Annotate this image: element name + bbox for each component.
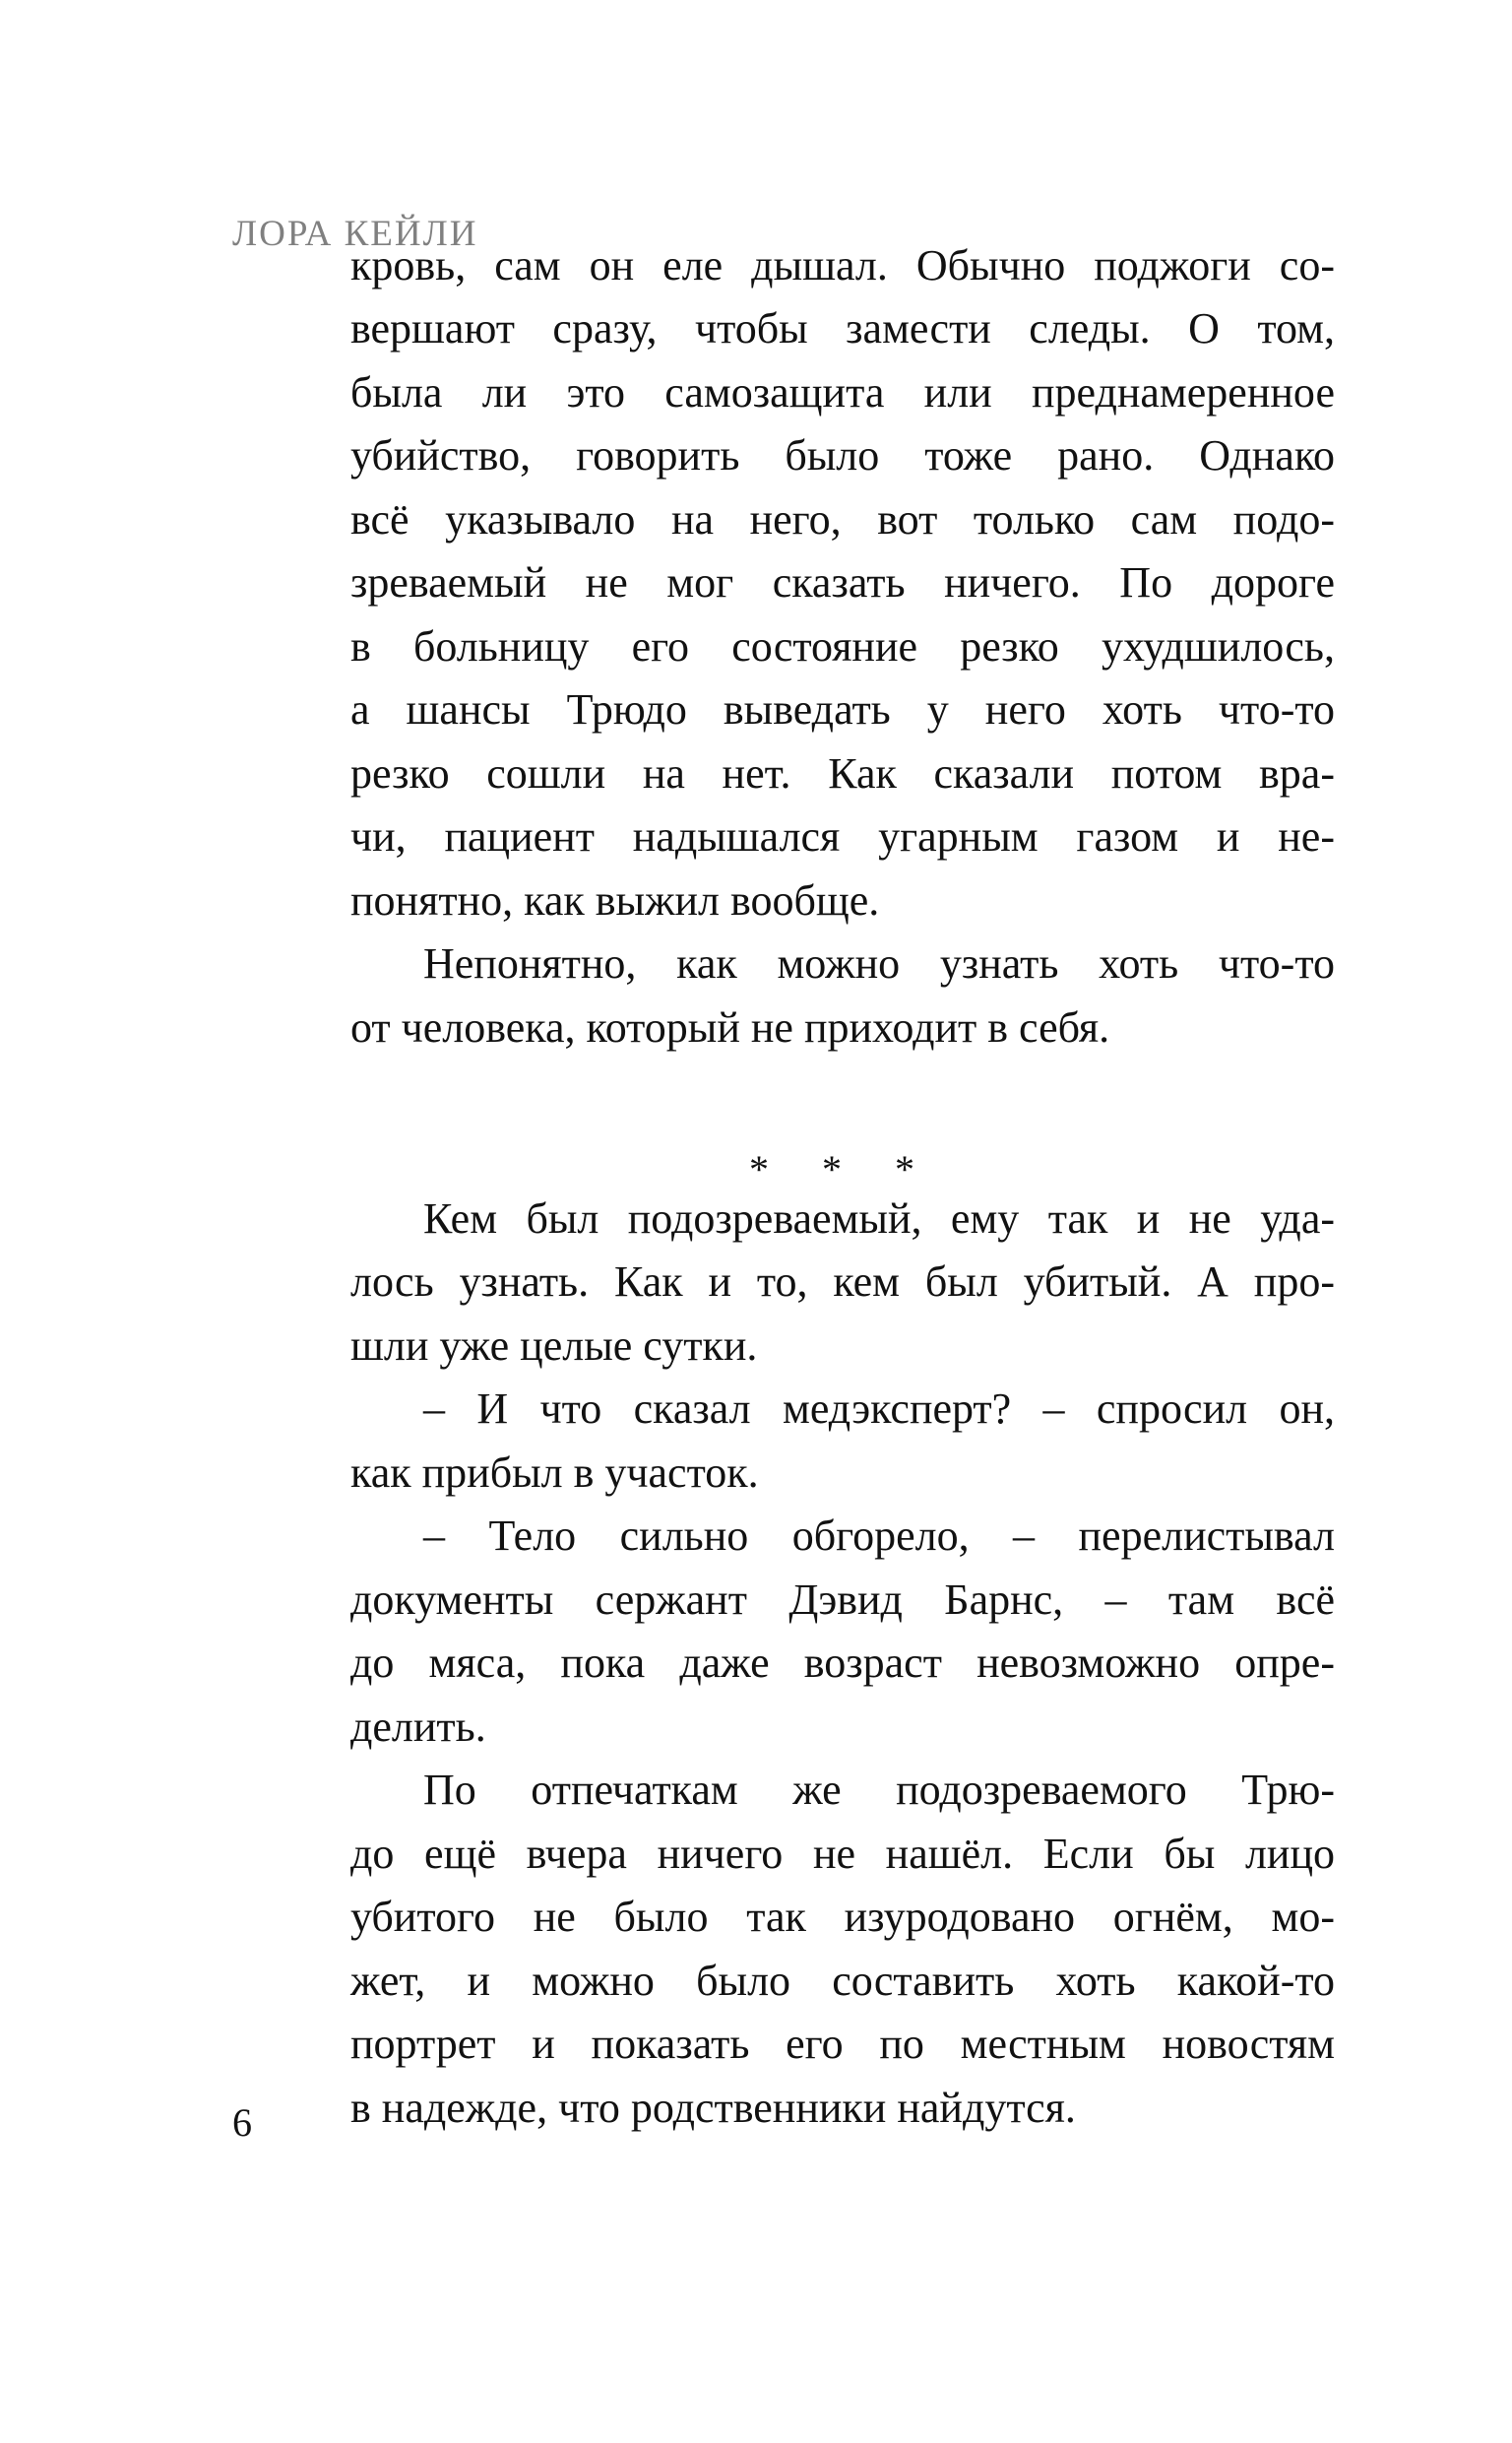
text-line: была ли это самозащита или преднамеренное <box>350 368 1335 417</box>
text-line: убийство, говорить было тоже рано. Однако <box>350 431 1335 480</box>
text-line: до мяса, пока даже возраст невозможно опре- <box>350 1639 1335 1687</box>
text-line: делить. <box>350 1703 486 1751</box>
text-line: в надежде, что родственники найдутся. <box>350 2084 1076 2132</box>
text-line: а шансы Трюдо выведать у него хоть что-то <box>350 685 1335 734</box>
text-line: Непонятно, как можно узнать хоть что-то <box>423 939 1335 988</box>
text-line: лось узнать. Как и то, кем был убитый. А про- <box>350 1257 1335 1306</box>
text-line: Кем был подозреваемый, ему так и не уда- <box>423 1194 1335 1243</box>
text-line: портрет и показать его по местным новостям <box>350 2020 1335 2068</box>
text-line: от человека, который не приходит в себя. <box>350 1003 1110 1052</box>
running-head-author: ЛОРА КЕЙЛИ <box>232 214 478 254</box>
text-line: – Тело сильно обгорело, – перелистывал <box>423 1511 1335 1560</box>
text-line: всё указывало на него, вот только сам подо- <box>350 495 1335 544</box>
text-line: шли уже целые сутки. <box>350 1321 758 1370</box>
text-line: зреваемый не мог сказать ничего. По дороге <box>350 558 1335 607</box>
text-line: документы сержант Дэвид Барнс, – там всё <box>350 1575 1335 1624</box>
text-line: как прибыл в участок. <box>350 1448 759 1497</box>
text-line: чи, пациент надышался угарным газом и не- <box>350 812 1335 861</box>
text-line: понятно, как выжил вообще. <box>350 876 880 925</box>
text-line: вершают сразу, чтобы замести следы. О том, <box>350 304 1335 353</box>
text-line: резко сошли на нет. Как сказали потом вра- <box>350 749 1335 798</box>
text-line: жет, и можно было составить хоть какой-то <box>350 1957 1335 2005</box>
page-number: 6 <box>232 2100 252 2145</box>
section-separator: * * * <box>749 1147 936 1191</box>
text-line: кровь, сам он еле дышал. Обычно поджоги со- <box>350 241 1335 289</box>
text-line: в больницу его состояние резко ухудшилось, <box>350 622 1335 671</box>
text-line: до ещё вчера ничего не нашёл. Если бы лицо <box>350 1830 1335 1878</box>
text-line: – И что сказал медэксперт? – спросил он, <box>423 1384 1335 1433</box>
text-line: По отпечаткам же подозреваемого Трю- <box>423 1766 1335 1814</box>
text-line: убитого не было так изуродовано огнём, мо- <box>350 1893 1335 1941</box>
